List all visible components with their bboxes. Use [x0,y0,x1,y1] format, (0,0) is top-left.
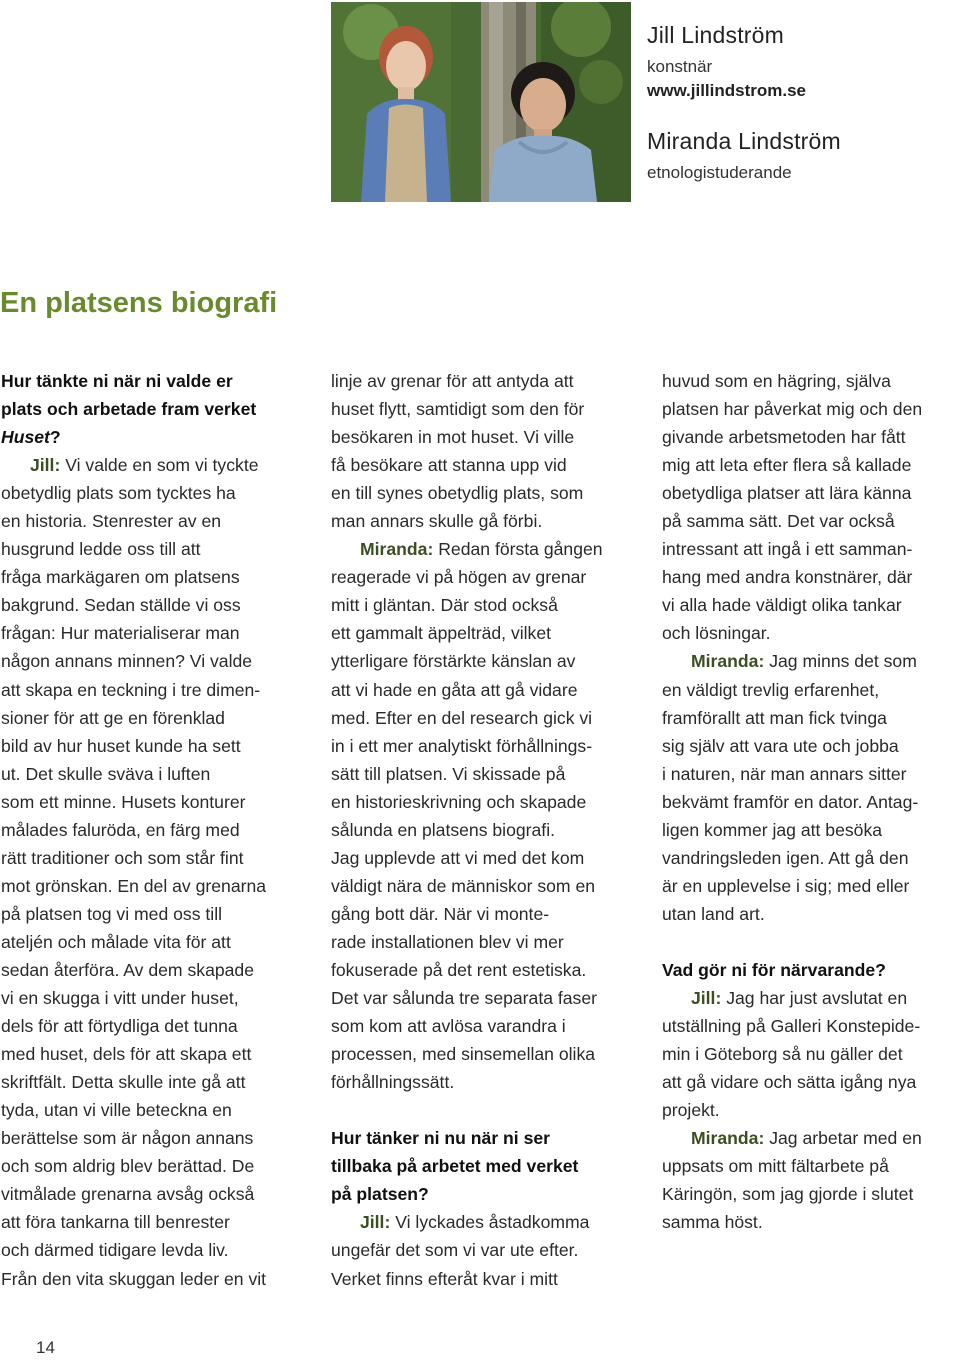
text-line: husgrund ledde oss till att [1,539,201,560]
text-line: sålunda en platsens biografi. [331,819,555,840]
text-line: rätt traditioner och som står fint [1,847,244,868]
text-line: in i ett mer analytiskt förhållnings- [331,735,593,756]
text-line: en väldigt trevlig erfarenhet, [662,679,880,700]
text-column-3 [662,367,960,1236]
text-line: vitmålade grenarna avsåg också [1,1184,255,1205]
text-line: vi en skugga i vitt under huset, [1,988,239,1009]
text-line: intressant att ingå i ett samman- [662,539,913,560]
text-line: en historia. Stenrester av en [1,511,222,532]
paragraph-gap [331,1096,631,1124]
person-role: konstnär [647,57,713,76]
text-line: Redan första gången [433,539,603,560]
interview-answer [331,535,631,1096]
text-line: Vi valde en som vi tyckte [60,455,259,476]
byline-jill [647,22,806,101]
text-line: besökaren in mot huset. Vi ville [331,427,575,448]
text-line: med. Efter en del research gick vi [331,707,593,728]
text-line: Käringön, som jag gjorde i slutet [662,1184,914,1205]
text-line: på samma sätt. Det var också [662,511,895,532]
text-line: sedan återföra. Av dem skapade [1,959,254,980]
text-line: plats och arbetade fram verket [1,399,257,420]
text-line: Det var sålunda tre separata faser [331,988,598,1009]
text-line: att gå vidare och sätta igång nya [662,1072,917,1093]
interview-answer [331,1208,631,1292]
text-line: tillbaka på arbetet med verket [331,1156,579,1177]
text-line: och som aldrig blev berättad. De [1,1156,255,1177]
text-line: utställning på Galleri Konstepide- [662,1016,921,1037]
text-line: Från den vita skuggan leder en vit [1,1268,267,1289]
text-line: hang med andra konstnärer, där [662,567,913,588]
text-line: Jag har just avslutat en [721,988,908,1009]
portrait-photo [331,2,631,202]
page-title: En platsens biografi [0,287,278,319]
text-line: obetydlig plats som tycktes ha [1,483,236,504]
text-line: Jag upplevde att vi med det kom [331,847,585,868]
person-name: Miranda Lindström [647,128,841,154]
speaker-label: Jill: [30,455,61,476]
text-line: som ett minne. Husets konturer [1,791,246,812]
text-line: och lösningar. [662,623,771,644]
text-line: i naturen, när man annars sitter [662,763,907,784]
interview-answer [1,451,301,1292]
text-line: ytterligare förstärkte känslan av [331,651,576,672]
interview-question [331,1124,631,1208]
text-line: skriftfält. Detta skulle inte gå att [1,1072,246,1093]
text-line: vi alla hade väldigt olika tankar [662,595,902,616]
interview-question [662,956,960,984]
text-line: en till synes obetydlig plats, som [331,483,584,504]
text-line: projekt. [662,1100,720,1121]
text-line: väldigt nära de människor som en [331,875,596,896]
text-line: Vad gör ni för närvarande? [662,959,886,980]
text-line: ateljén och målade vita för att [1,931,231,952]
text-line: förhållningssätt. [331,1072,455,1093]
text-line: framförallt att man fick tvinga [662,707,887,728]
text-line: huset flytt, samtidigt som den för [331,399,585,420]
text-line: bild av hur huset kunde ha sett [1,735,241,756]
text-line: mot grönskan. En del av grenarna [1,875,267,896]
text-line: målades faluröda, en färg med [1,819,240,840]
text-line: gång bott där. När vi monte- [331,903,550,924]
text-line: obetydliga platser att lära känna [662,483,912,504]
text-line: sioner för att ge en förenklad [1,707,225,728]
text-line: på platsen? [331,1184,429,1205]
text-line: rade installationen blev vi mer [331,931,564,952]
text-line: givande arbetsmetoden har fått [662,427,906,448]
text-line: att föra tankarna till benrester [1,1212,230,1233]
interview-question [1,367,301,451]
text-line: min i Göteborg så nu gäller det [662,1044,903,1065]
text-line: Jag arbetar med en [764,1128,922,1149]
text-line: Verket finns efteråt kvar i mitt [331,1268,558,1289]
text-line: är en upplevelse i sig; med eller [662,875,910,896]
page-number: 14 [36,1338,55,1357]
text-line: man annars skulle gå förbi. [331,511,543,532]
text-line: att vi hade en gåta att gå vidare [331,679,578,700]
speaker-label: Jill: [360,1212,391,1233]
text-line: mitt i gläntan. Där stod också [331,595,558,616]
text-line: linje av grenar för att antyda att [331,371,574,391]
text-line: på platsen tog vi med oss till [1,903,223,924]
text-line: berättelse som är någon annans [1,1128,254,1149]
text-line: fokuserade på det rent estetiska. [331,959,587,980]
paragraph-gap [662,928,960,956]
text-line: dels för att förtydliga det tunna [1,1016,238,1037]
text-line: utan land art. [662,903,765,924]
byline-miranda [647,128,841,183]
body-paragraph [662,367,960,647]
text-line: bekvämt framför en dator. Antag- [662,791,919,812]
text-line: tyda, utan vi ville beteckna en [1,1100,232,1121]
text-line: Vi lyckades åstadkomma [390,1212,590,1233]
person-role: etnologistuderande [647,163,792,182]
text-line: ut. Det skulle sväva i luften [1,763,211,784]
text-line: ligen kommer jag att besöka [662,819,883,840]
text-line: sätt till platsen. Vi skissade på [331,763,566,784]
person-name: Jill Lindström [647,22,785,48]
speaker-label: Miranda: [691,651,765,672]
text-line: ett gammalt äppelträd, vilket [331,623,552,644]
speaker-label: Miranda: [360,539,434,560]
body-paragraph [331,367,631,535]
text-line: någon annans minnen? Vi valde [1,651,253,672]
text-line: mig att leta efter flera så kallade [662,455,912,476]
text-line: fråga markägaren om platsens [1,567,240,588]
text-line: huvud som en hägring, själva [662,371,891,391]
work-title: Huset [1,427,50,448]
speaker-label: Miranda: [691,1128,765,1149]
text-line: med huset, dels för att skapa ett [1,1044,252,1065]
text-line: Hur tänker ni nu när ni ser [331,1128,550,1149]
text-column-1 [1,367,301,1293]
text-line: samma höst. [662,1212,763,1233]
text-line: och därmed tidigare levda liv. [1,1240,229,1261]
text-column-2 [331,367,631,1293]
text-line: Hur tänkte ni när ni valde er [1,371,233,391]
text-line: Jag minns det som [764,651,917,672]
text-line: uppsats om mitt fältarbete på [662,1156,889,1177]
text-line: att skapa en teckning i tre dimen- [1,679,261,700]
question-mark: ? [49,427,61,448]
speaker-label: Jill: [691,988,722,1009]
text-line: bakgrund. Sedan ställde vi oss [1,595,241,616]
text-line: processen, med sinsemellan olika [331,1044,596,1065]
text-line: vandringsleden igen. Att gå den [662,847,909,868]
text-line: reagerade vi på högen av grenar [331,567,587,588]
text-line: sig själv att vara ute och jobba [662,735,899,756]
text-line: ungefär det som vi var ute efter. [331,1240,579,1261]
interview-answer [662,984,960,1124]
text-line: en historieskrivning och skapade [331,791,587,812]
interview-answer [662,647,960,927]
interview-answer [662,1124,960,1236]
website-link[interactable]: www.jillindstrom.se [647,81,807,100]
text-line: få besökare att stanna upp vid [331,455,567,476]
text-line: som kom att avlösa varandra i [331,1016,566,1037]
text-line: platsen har påverkat mig och den [662,399,923,420]
text-line: frågan: Hur materialiserar man [1,623,240,644]
